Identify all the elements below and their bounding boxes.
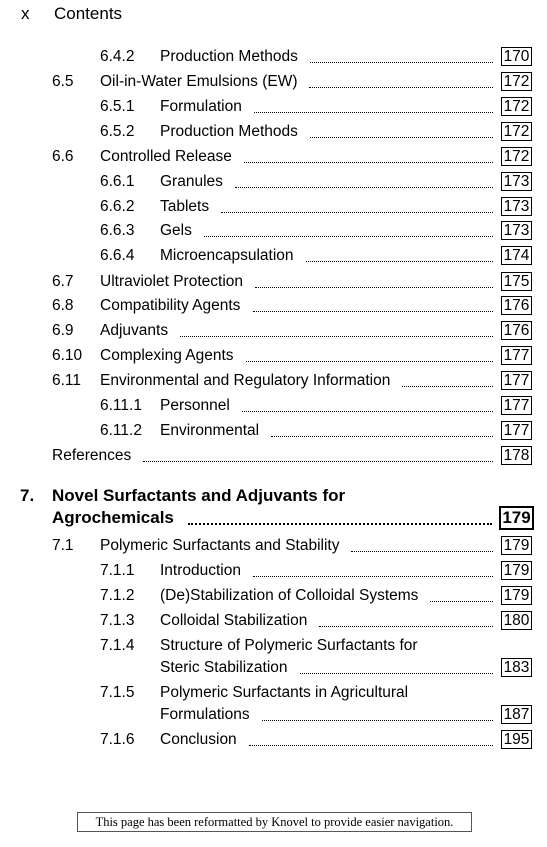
toc-section-title[interactable]: References: [52, 447, 132, 464]
dot-leader: [253, 297, 493, 312]
toc-section-title[interactable]: Adjuvants: [100, 322, 169, 339]
toc-section-title[interactable]: Introduction: [160, 562, 241, 579]
toc-section-title[interactable]: Ultraviolet Protection: [100, 273, 244, 290]
dot-leader: [221, 198, 493, 213]
toc-section-number: 6.6.1: [100, 173, 135, 190]
toc-section-number: 7.1.6: [100, 731, 135, 748]
toc-section-number: 7.1.4: [100, 637, 135, 654]
toc-section-number: 6.9: [52, 322, 74, 339]
toc-section-title[interactable]: Environmental and Regulatory Information: [100, 372, 391, 389]
page-link-box[interactable]: 179: [501, 561, 532, 580]
page-link-box[interactable]: 178: [501, 446, 532, 465]
page-link-box[interactable]: 172: [501, 122, 532, 141]
toc-section-title[interactable]: Oil-in-Water Emulsions (EW): [100, 73, 298, 90]
dot-leader: [254, 98, 493, 113]
toc-section-number: 7.1.5: [100, 684, 135, 701]
toc-section-number: 7.1.2: [100, 587, 135, 604]
dot-leader: [204, 222, 493, 237]
dot-leader: [351, 537, 493, 552]
page-link-box[interactable]: 175: [501, 272, 532, 291]
page-link-box[interactable]: 177: [501, 421, 532, 440]
page-link-box[interactable]: 172: [501, 147, 532, 166]
page-link-box[interactable]: 180: [501, 611, 532, 630]
dot-leader: [430, 587, 493, 602]
toc-section-number: 6.6.2: [100, 198, 135, 215]
dot-leader: [262, 706, 493, 721]
dot-leader: [402, 372, 493, 387]
page-link-box[interactable]: 183: [501, 658, 532, 677]
toc-section-title[interactable]: Structure of Polymeric Surfactants for: [160, 637, 418, 654]
toc-section-number: 6.11.1: [100, 397, 142, 414]
page-link-box[interactable]: 173: [501, 172, 532, 191]
page-link-box[interactable]: 177: [501, 371, 532, 390]
toc-section-title[interactable]: Microencapsulation: [160, 247, 294, 264]
toc-section-number: 7.1.1: [100, 562, 135, 579]
page-link-box[interactable]: 177: [501, 396, 532, 415]
page-link-box[interactable]: 179: [501, 536, 532, 555]
page-link-box[interactable]: 176: [501, 321, 532, 340]
toc-section-title[interactable]: Colloidal Stabilization: [160, 612, 308, 629]
toc-section-title[interactable]: Compatibility Agents: [100, 297, 241, 314]
dot-leader: [242, 397, 493, 412]
page-link-box[interactable]: 177: [501, 346, 532, 365]
toc-section-number: 6.11.2: [100, 422, 142, 439]
dot-leader: [180, 322, 493, 337]
toc-section-number: 6.5.2: [100, 123, 135, 140]
toc-section-title[interactable]: Controlled Release: [100, 148, 232, 165]
toc-section-number: 6.10: [52, 347, 83, 364]
toc-section-number: 7.1.3: [100, 612, 135, 629]
dot-leader: [253, 562, 493, 577]
page-link-box[interactable]: 173: [501, 197, 532, 216]
toc-section-number: 6.7: [52, 273, 74, 290]
toc-section-number: 6.6: [52, 148, 74, 165]
dot-leader: [319, 612, 493, 627]
page-link-box[interactable]: 173: [501, 221, 532, 240]
toc-section-title[interactable]: Polymeric Surfactants in Agricultural: [160, 684, 409, 701]
toc-section-title-continued[interactable]: Agrochemicals: [52, 508, 174, 527]
dot-leader: [246, 347, 493, 362]
toc-section-number: 7.1: [52, 537, 74, 554]
toc-section-title[interactable]: Production Methods: [160, 48, 298, 65]
toc-section-title-continued[interactable]: Formulations: [160, 706, 250, 723]
dot-leader: [306, 247, 493, 262]
page-link-box[interactable]: 187: [501, 705, 532, 724]
toc-section-title-continued[interactable]: Steric Stabilization: [160, 659, 288, 676]
toc-section-title[interactable]: Formulation: [160, 98, 242, 115]
knovel-footer-note: This page has been reformatted by Knovel to provide easier navigation.: [77, 812, 472, 832]
dot-leader: [271, 422, 493, 437]
page-title: Contents: [54, 4, 123, 23]
dot-leader: [300, 659, 493, 674]
dot-leader: [310, 123, 493, 138]
toc-section-title[interactable]: Gels: [160, 222, 192, 239]
toc-section-number: 6.4.2: [100, 48, 135, 65]
toc-section-title[interactable]: Novel Surfactants and Adjuvants for: [52, 486, 346, 505]
toc-section-title[interactable]: Granules: [160, 173, 223, 190]
toc-section-title[interactable]: Personnel: [160, 397, 230, 414]
toc-section-number: 6.6.4: [100, 247, 135, 264]
dot-leader: [249, 731, 493, 746]
page-link-box[interactable]: 174: [501, 246, 532, 265]
dot-leader: [310, 48, 493, 63]
toc-section-title[interactable]: Complexing Agents: [100, 347, 234, 364]
page-number-roman: x: [21, 4, 30, 23]
page-link-box[interactable]: 170: [501, 47, 532, 66]
toc-section-title[interactable]: Production Methods: [160, 123, 298, 140]
toc-section-number: 6.5.1: [100, 98, 135, 115]
toc-section-title[interactable]: (De)Stabilization of Colloidal Systems: [160, 587, 419, 604]
toc-section-title[interactable]: Conclusion: [160, 731, 237, 748]
dot-leader: [143, 447, 493, 462]
page-link-box[interactable]: 172: [501, 97, 532, 116]
dot-leader: [235, 173, 493, 188]
toc-section-number: 6.6.3: [100, 222, 135, 239]
page-link-box[interactable]: 179: [499, 506, 534, 530]
dot-leader: [188, 509, 492, 525]
dot-leader: [255, 273, 493, 288]
page-link-box[interactable]: 176: [501, 296, 532, 315]
toc-section-title[interactable]: Tablets: [160, 198, 210, 215]
page-link-box[interactable]: 172: [501, 72, 532, 91]
toc-section-title[interactable]: Environmental: [160, 422, 260, 439]
toc-section-number: 6.8: [52, 297, 74, 314]
toc-section-number: 6.5: [52, 73, 74, 90]
page-link-box[interactable]: 195: [501, 730, 532, 749]
toc-section-number: 7.: [20, 486, 35, 505]
toc-section-number: 6.11: [52, 372, 82, 389]
dot-leader: [309, 73, 493, 88]
toc-section-title[interactable]: Polymeric Surfactants and Stability: [100, 537, 340, 554]
page-link-box[interactable]: 179: [501, 586, 532, 605]
dot-leader: [244, 148, 493, 163]
